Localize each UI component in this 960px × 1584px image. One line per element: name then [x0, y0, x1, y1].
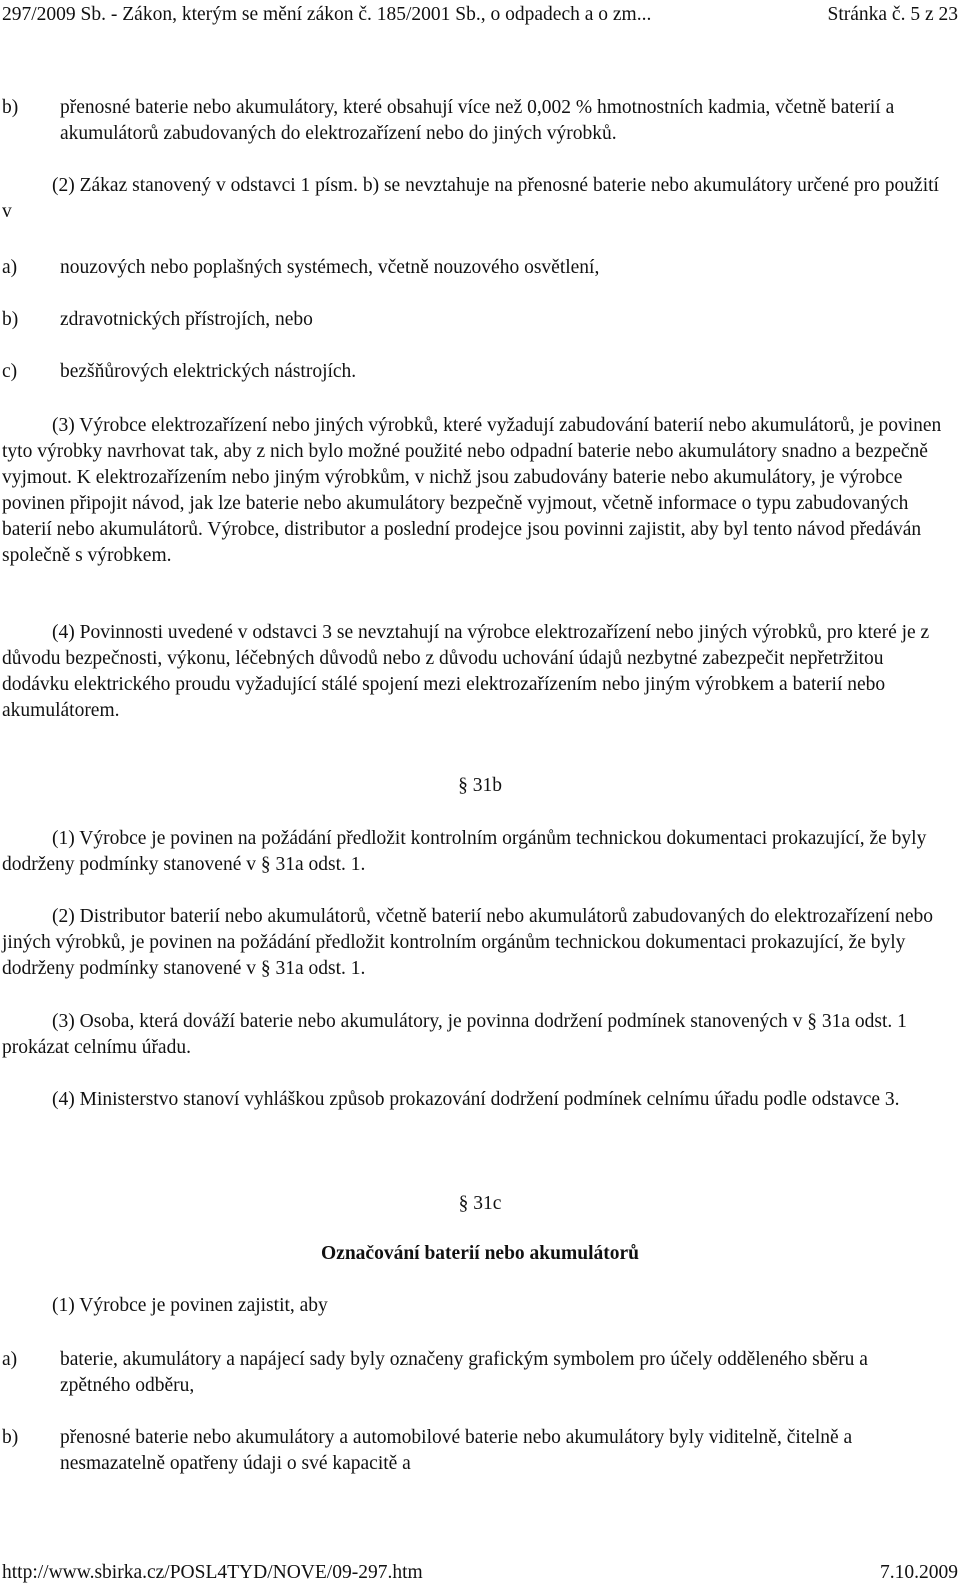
section-heading-31c: § 31c — [458, 1193, 502, 1214]
header-page-number: Stránka č. 5 z 23 — [827, 4, 958, 25]
list-item-label: b) — [2, 1427, 19, 1448]
header-title: 297/2009 Sb. - Zákon, kterým se mění zákon č. 185/2001 Sb., o odpadech a o zm... — [2, 4, 652, 25]
paragraph-31b-3: (3) Osoba, která dováží baterie nebo akumulátory, je povinna dodržení podmínek stanovených v § 31a odst. 1 prokázat celnímu úřadu. — [2, 1011, 907, 1058]
section-heading-31b: § 31b — [458, 775, 502, 796]
page-footer — [2, 1560, 958, 1584]
paragraph-3: (3) Výrobce elektrozařízení nebo jiných výrobků, které vyžadují zabudování baterií nebo akumulátorů, je povinen tyto výrobky navrhovat tak, aby z nich bylo možné použité nebo odpadní baterie nebo akumulátory snadno a bezpečně vyjmout. K elektrozařízením nebo jiným výrobkům, v nichž jsou zabudovány baterie nebo akumulátory, je výrobce povinen připojit návod, jak lze baterie nebo akumulátory bezpečně vyjmout, včetně informace o typu zabudovaných baterií nebo akumulátorů. Výrobce, distributor a poslední prodejce jsou povinni zajistit, aby byl tento návod předáván společně s výrobkem. — [2, 415, 942, 566]
list-item-label: a) — [2, 257, 18, 278]
list-item-label: a) — [2, 1349, 18, 1370]
list-item — [2, 307, 942, 333]
list-item-label: b) — [2, 309, 19, 330]
list-item-label: b) — [2, 97, 19, 118]
footer-url: http://www.sbirka.cz/POSL4TYD/NOVE/09-297.htm — [2, 1562, 423, 1583]
list-item-text: nouzových nebo poplašných systémech, včetně nouzového osvětlení, — [60, 257, 600, 278]
list-item-text: zdravotnických přístrojích, nebo — [60, 309, 313, 330]
page-header — [2, 4, 958, 28]
list-item — [2, 1347, 942, 1399]
paragraph-31c-1: (1) Výrobce je povinen zajistit, aby — [52, 1295, 328, 1316]
list-item-text: baterie, akumulátory a napájecí sady byly označeny grafickým symbolem pro účely odděleného sběru a zpětného odběru, — [60, 1349, 868, 1396]
section-title-31c: Označování baterií nebo akumulátorů — [321, 1243, 639, 1264]
list-item-label: c) — [2, 361, 18, 382]
paragraph-31b-1: (1) Výrobce je povinen na požádání předložit kontrolním orgánům technickou dokumentaci prokazující, že byly dodrženy podmínky stanovené v § 31a odst. 1. — [2, 828, 927, 875]
list-item — [2, 255, 942, 281]
list-item — [2, 1425, 942, 1477]
list-item — [2, 95, 942, 147]
paragraph-31b-2: (2) Distributor baterií nebo akumulátorů, včetně baterií nebo akumulátorů zabudovaných do elektrozařízení nebo jiných výrobků, je povinen na požádání předložit kontrolním orgánům technickou dokumentaci prokazující, že byly dodrženy podmínky stanovené v § 31a odst. 1. — [2, 906, 933, 979]
list-item — [2, 359, 942, 385]
list-item-text: bezšňůrových elektrických nástrojích. — [60, 361, 357, 382]
footer-date: 7.10.2009 — [880, 1562, 958, 1583]
list-item-text: přenosné baterie nebo akumulátory a automobilové baterie nebo akumulátory byly viditelně, čitelně a nesmazatelně opatřeny údaji o své kapacitě a — [60, 1427, 853, 1474]
paragraph-31b-4: (4) Ministerstvo stanoví vyhláškou způsob prokazování dodržení podmínek celnímu úřadu podle odstavce 3. — [52, 1089, 900, 1110]
paragraph-4: (4) Povinnosti uvedené v odstavci 3 se nevztahují na výrobce elektrozařízení nebo jiných výrobků, pro které je z důvodu bezpečnosti, výkonu, léčebných důvodů nebo z důvodu uchování údajů nezbytné zabezpečit nepřetržitou dodávku elektrického proudu vyžadující stálé spojení mezi elektrozařízením nebo jiným výrobkem a baterií nebo akumulátorem. — [2, 622, 930, 721]
paragraph-2: (2) Zákaz stanovený v odstavci 1 písm. b) se nevztahuje na přenosné baterie nebo akumulátory určené pro použití v — [2, 175, 939, 222]
list-item-text: přenosné baterie nebo akumulátory, které obsahují více než 0,002 % hmotnostních kadmia, včetně baterií a akumulátorů zabudovaných do elektrozařízení nebo do jiných výrobků. — [60, 97, 895, 144]
